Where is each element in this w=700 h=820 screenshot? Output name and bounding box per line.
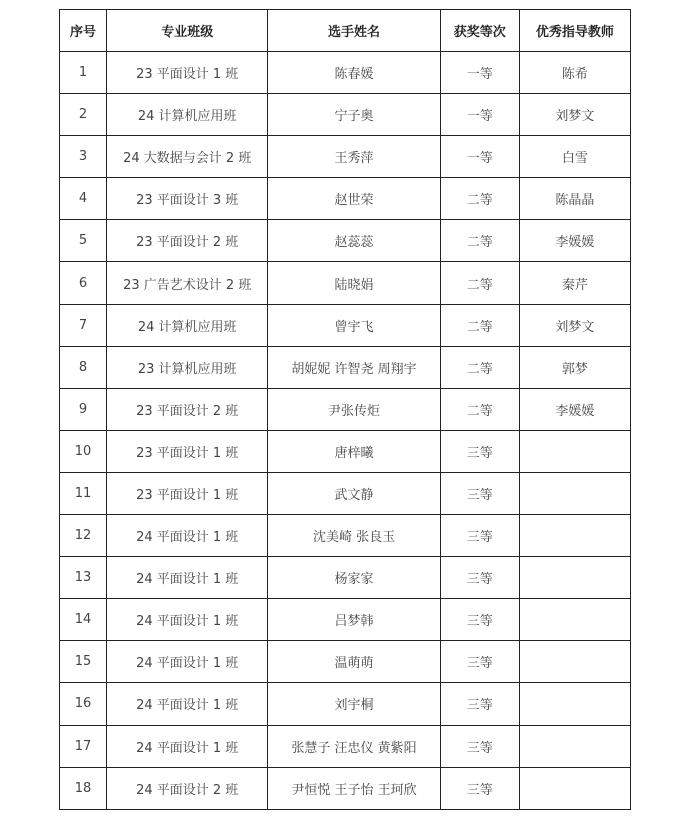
cell-no: 8: [60, 346, 107, 388]
table-row: [60, 641, 631, 683]
table-row: [60, 262, 631, 304]
table-row: [60, 683, 631, 725]
cell-teacher: 白雪: [519, 136, 630, 178]
header-class: 专业班级: [107, 10, 268, 52]
table-body: [60, 52, 631, 810]
cell-name: 沈美崎 张良玉: [268, 515, 440, 557]
cell-award: 二等: [440, 262, 519, 304]
cell-no: 4: [60, 178, 107, 220]
table-row: [60, 599, 631, 641]
table-row: [60, 220, 631, 262]
cell-award: 一等: [440, 136, 519, 178]
cell-class: 24 计算机应用班: [107, 304, 268, 346]
cell-class: 24 平面设计 2 班: [107, 767, 268, 809]
cell-class: 24 大数据与会计 2 班: [107, 136, 268, 178]
cell-name: 吕梦韩: [268, 599, 440, 641]
header-award: 获奖等次: [440, 10, 519, 52]
table-row: [60, 136, 631, 178]
table-row: [60, 472, 631, 514]
cell-no: 14: [60, 599, 107, 641]
cell-award: 三等: [440, 599, 519, 641]
cell-award: 一等: [440, 94, 519, 136]
cell-no: 9: [60, 388, 107, 430]
cell-no: 15: [60, 641, 107, 683]
cell-teacher: 陈希: [519, 52, 630, 94]
cell-class: 23 计算机应用班: [107, 346, 268, 388]
cell-teacher: 秦芹: [519, 262, 630, 304]
cell-teacher: [519, 472, 630, 514]
cell-teacher: [519, 641, 630, 683]
cell-no: 3: [60, 136, 107, 178]
cell-name: 宁子奥: [268, 94, 440, 136]
cell-no: 10: [60, 430, 107, 472]
cell-award: 二等: [440, 178, 519, 220]
cell-teacher: [519, 683, 630, 725]
cell-award: 三等: [440, 472, 519, 514]
table-header-row: [60, 10, 631, 52]
table-row: [60, 94, 631, 136]
cell-name: 唐梓曦: [268, 430, 440, 472]
cell-name: 张慧子 汪忠仪 黄紫阳: [268, 725, 440, 767]
cell-name: 赵蕊蕊: [268, 220, 440, 262]
table-row: [60, 557, 631, 599]
cell-name: 尹恒悦 王子怡 王珂欣: [268, 767, 440, 809]
cell-no: 13: [60, 557, 107, 599]
cell-teacher: 刘梦文: [519, 94, 630, 136]
cell-award: 二等: [440, 346, 519, 388]
cell-class: 23 平面设计 2 班: [107, 220, 268, 262]
cell-teacher: 刘梦文: [519, 304, 630, 346]
header-teacher: 优秀指导教师: [519, 10, 630, 52]
cell-class: 24 计算机应用班: [107, 94, 268, 136]
table-row: [60, 52, 631, 94]
cell-class: 24 平面设计 1 班: [107, 557, 268, 599]
table-row: [60, 515, 631, 557]
cell-name: 陈春媛: [268, 52, 440, 94]
cell-teacher: [519, 515, 630, 557]
table-row: [60, 430, 631, 472]
cell-class: 24 平面设计 1 班: [107, 515, 268, 557]
table-row: [60, 725, 631, 767]
cell-no: 12: [60, 515, 107, 557]
cell-no: 7: [60, 304, 107, 346]
cell-award: 三等: [440, 767, 519, 809]
cell-class: 24 平面设计 1 班: [107, 641, 268, 683]
table-row: [60, 767, 631, 809]
cell-class: 24 平面设计 1 班: [107, 599, 268, 641]
cell-name: 武文静: [268, 472, 440, 514]
header-no: 序号: [60, 10, 107, 52]
cell-class: 24 平面设计 1 班: [107, 683, 268, 725]
cell-class: 23 平面设计 2 班: [107, 388, 268, 430]
cell-name: 尹张传炬: [268, 388, 440, 430]
cell-no: 11: [60, 472, 107, 514]
cell-teacher: [519, 767, 630, 809]
table-row: [60, 304, 631, 346]
cell-award: 二等: [440, 304, 519, 346]
cell-award: 三等: [440, 725, 519, 767]
cell-class: 24 平面设计 1 班: [107, 725, 268, 767]
cell-name: 杨家家: [268, 557, 440, 599]
cell-award: 二等: [440, 388, 519, 430]
cell-award: 一等: [440, 52, 519, 94]
cell-no: 16: [60, 683, 107, 725]
cell-class: 23 平面设计 1 班: [107, 472, 268, 514]
cell-name: 温萌萌: [268, 641, 440, 683]
cell-award: 三等: [440, 641, 519, 683]
cell-class: 23 平面设计 1 班: [107, 52, 268, 94]
cell-award: 三等: [440, 515, 519, 557]
cell-teacher: [519, 725, 630, 767]
cell-name: 王秀萍: [268, 136, 440, 178]
cell-name: 陆晓娟: [268, 262, 440, 304]
table-row: [60, 388, 631, 430]
cell-name: 刘宇桐: [268, 683, 440, 725]
cell-teacher: [519, 557, 630, 599]
cell-award: 三等: [440, 683, 519, 725]
cell-no: 17: [60, 725, 107, 767]
cell-name: 曾宇飞: [268, 304, 440, 346]
cell-no: 1: [60, 52, 107, 94]
cell-class: 23 广告艺术设计 2 班: [107, 262, 268, 304]
cell-class: 23 平面设计 1 班: [107, 430, 268, 472]
cell-teacher: [519, 430, 630, 472]
cell-no: 18: [60, 767, 107, 809]
cell-name: 胡妮妮 许智尧 周翔宇: [268, 346, 440, 388]
cell-teacher: 陈晶晶: [519, 178, 630, 220]
cell-class: 23 平面设计 3 班: [107, 178, 268, 220]
cell-teacher: [519, 599, 630, 641]
cell-award: 三等: [440, 430, 519, 472]
cell-teacher: 郭梦: [519, 346, 630, 388]
cell-award: 二等: [440, 220, 519, 262]
cell-no: 2: [60, 94, 107, 136]
cell-teacher: 李媛媛: [519, 388, 630, 430]
awards-table: [59, 9, 631, 810]
table-row: [60, 346, 631, 388]
cell-no: 5: [60, 220, 107, 262]
header-name: 选手姓名: [268, 10, 440, 52]
cell-no: 6: [60, 262, 107, 304]
cell-name: 赵世荣: [268, 178, 440, 220]
cell-award: 三等: [440, 557, 519, 599]
cell-teacher: 李媛媛: [519, 220, 630, 262]
table-row: [60, 178, 631, 220]
